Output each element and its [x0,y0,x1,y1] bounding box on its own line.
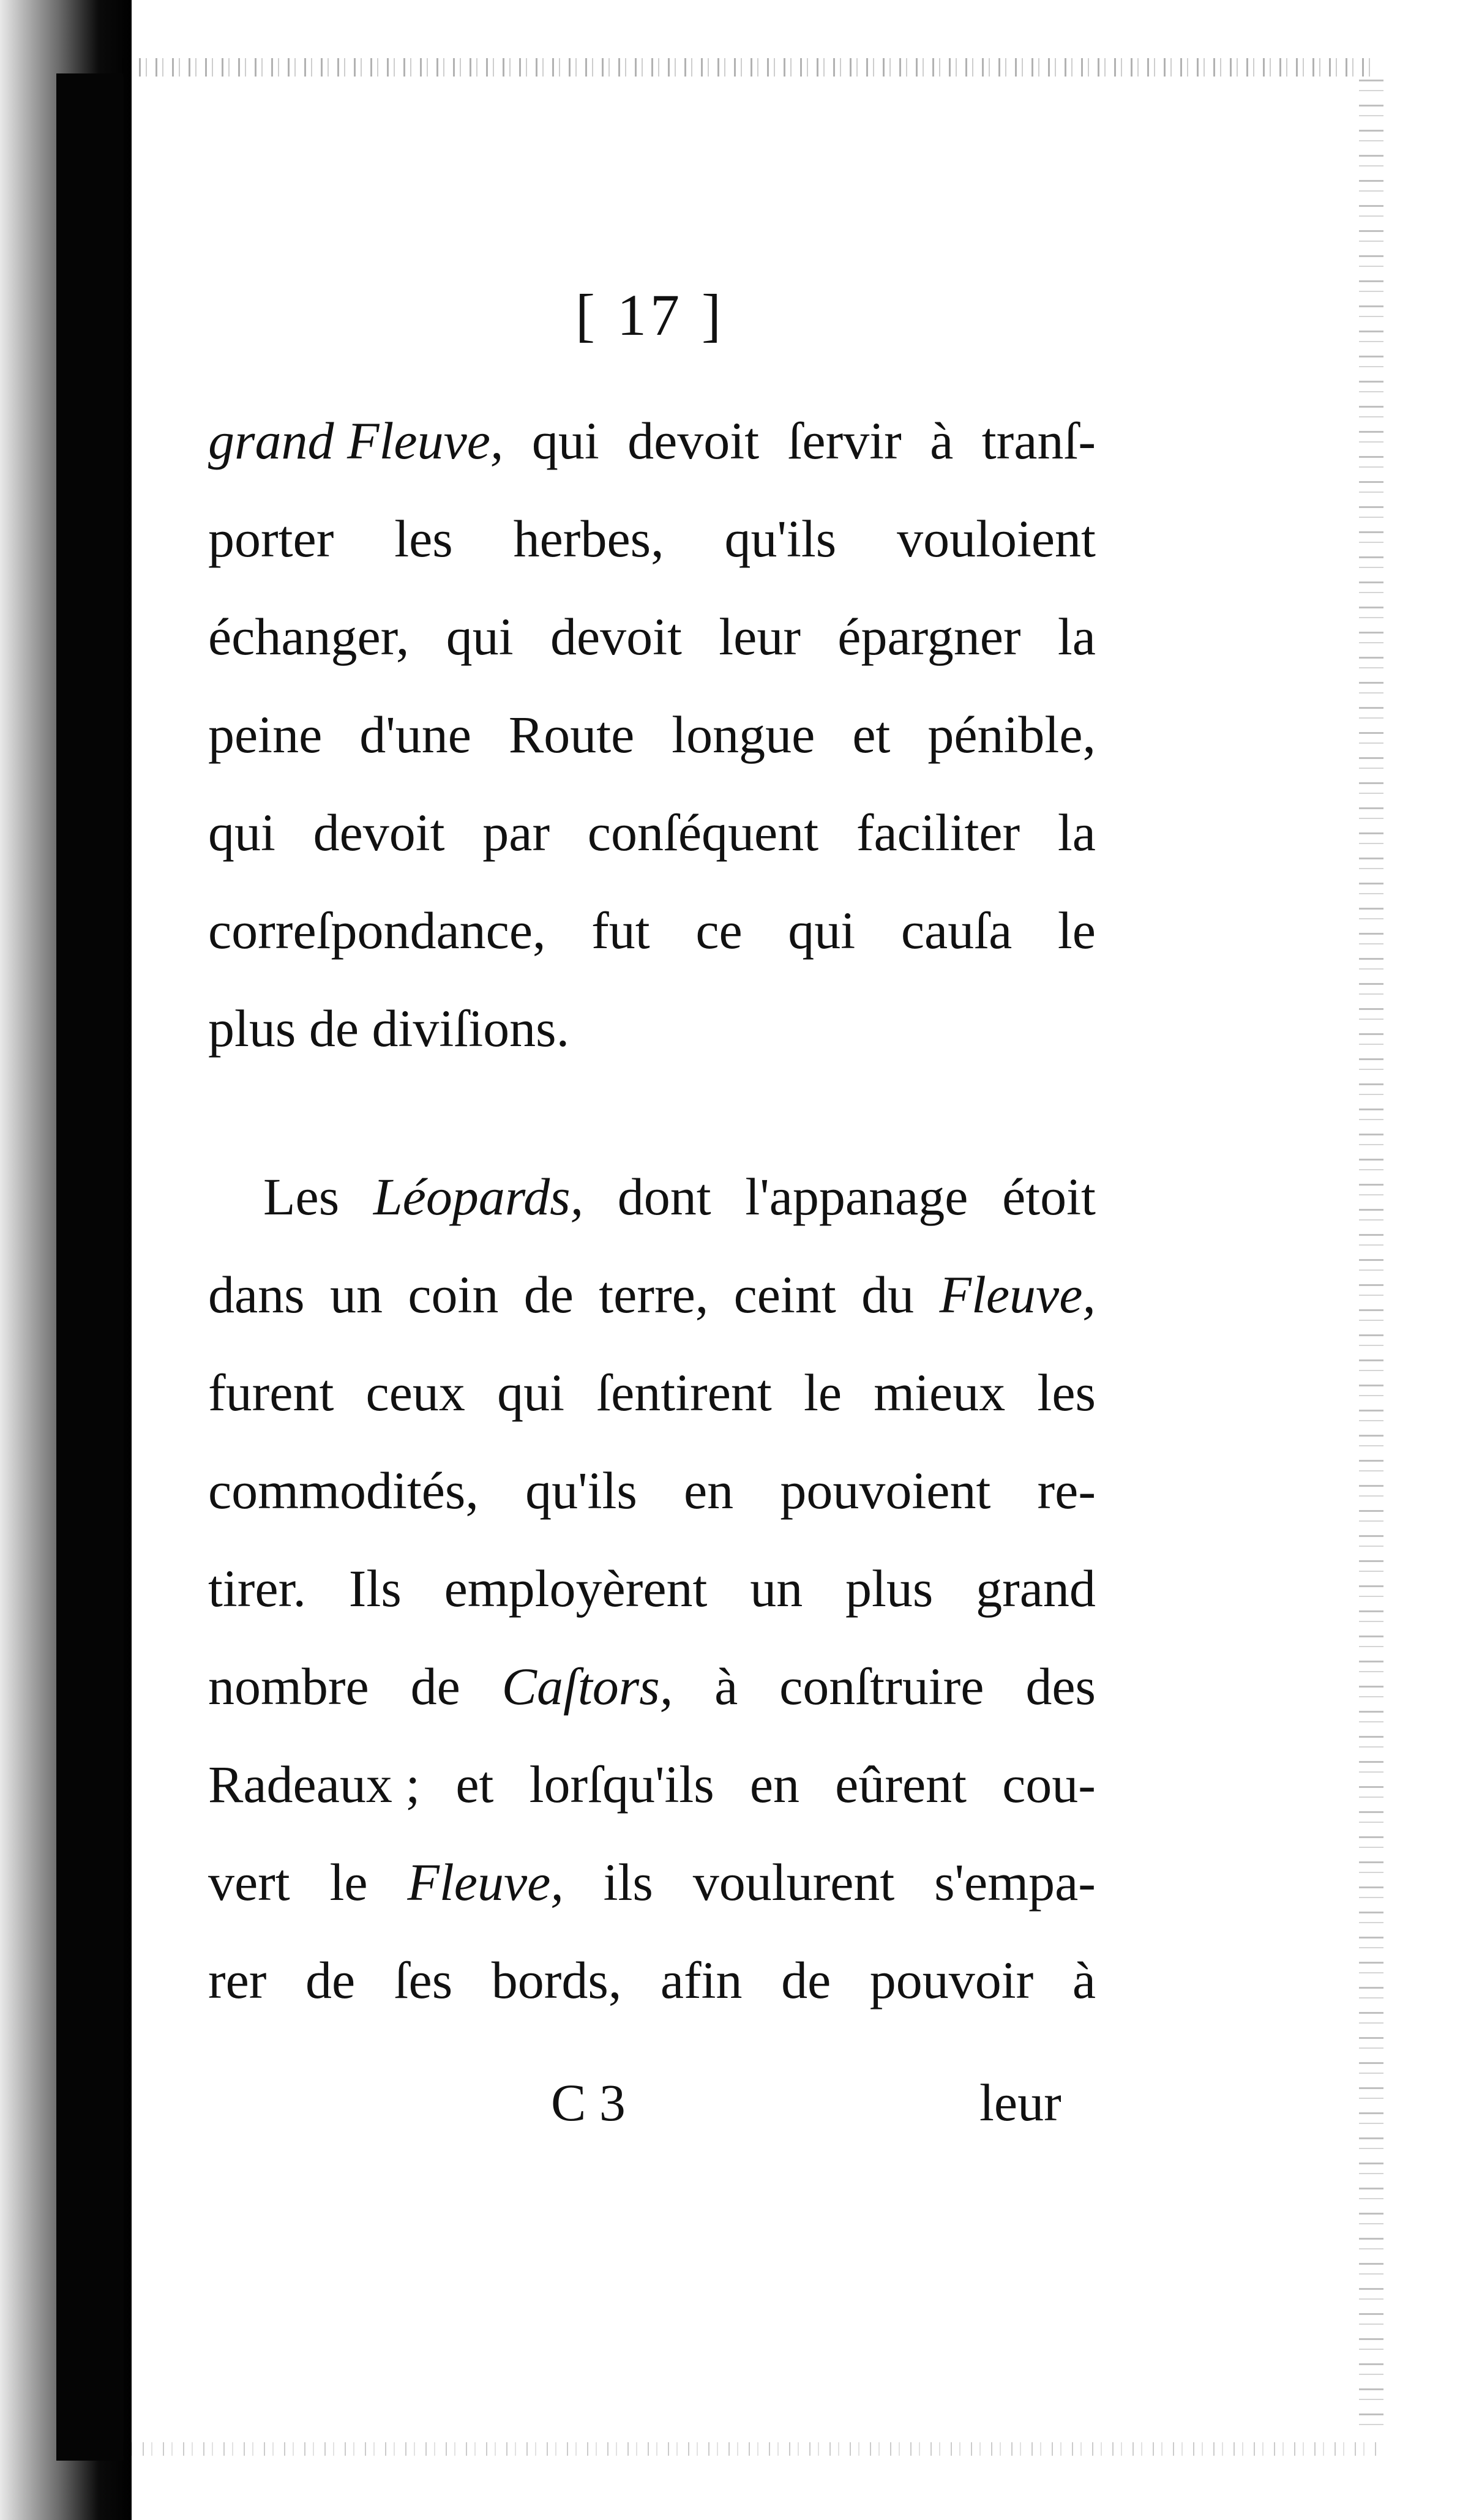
word: coin [408,1265,499,1324]
text-line [208,1931,1096,2029]
word: d'une [359,705,471,764]
word: Léopards, [373,1167,584,1226]
word: longue [672,705,815,764]
word: eûrent [835,1755,967,1814]
word: en [684,1461,734,1520]
text-line [208,1637,1096,1735]
word: un [750,1559,803,1618]
word: dans [208,1265,305,1324]
word: Caſtors, [501,1657,673,1716]
page-number: [ 17 ] [575,282,725,348]
word: ſentirent [596,1363,772,1422]
word: s'empa- [934,1853,1096,1912]
word: plus de diviſions. [208,999,570,1058]
word: les [394,509,453,568]
text-line [208,1539,1096,1637]
word: Ils [348,1559,402,1618]
word: le [329,1853,368,1912]
word: Fleuve, [407,1853,564,1912]
binding-edge [56,73,124,2461]
word: de [523,1265,574,1324]
text-line [208,392,1096,490]
word: en [749,1755,800,1814]
word: devoit [627,411,760,470]
word: tirer. [208,1559,306,1618]
word: vouloient [897,509,1096,568]
word: conſtruire [779,1657,984,1716]
paragraph [208,392,1096,1077]
word: Radeaux ; [208,1755,421,1814]
word: dont [617,1167,711,1226]
word: un [329,1265,383,1324]
word: lorſqu'ils [529,1755,714,1814]
word: commodités, [208,1461,479,1520]
word: de [781,1951,831,2010]
text-line [208,1441,1096,1539]
word: vert [208,1853,290,1912]
word: pouvoient [780,1461,991,1520]
paragraph [208,1148,1096,2029]
word: et [852,705,891,764]
word: à [930,411,954,470]
word: ſes [394,1951,453,2010]
text-line [208,588,1096,686]
word: re- [1037,1461,1096,1520]
word: ſervir [787,411,902,470]
word: ceint [733,1265,836,1324]
word: ceux [365,1363,465,1422]
text-line [208,881,1096,979]
text-line [208,1735,1096,1833]
word: terre, [599,1265,709,1324]
page-edge-top [122,58,1371,77]
word: la [1057,607,1096,666]
word: mieux [874,1363,1006,1422]
word: la [1057,803,1096,862]
signature-mark: C 3 [551,2073,626,2132]
word: qui [531,411,599,470]
word: à [714,1657,738,1716]
word: cauſa [900,901,1013,960]
word: le [803,1363,842,1422]
word: échanger, [208,607,410,666]
word: tranſ- [981,411,1096,470]
word: leur [719,607,801,666]
word: le [1057,901,1096,960]
word: cou- [1002,1755,1096,1814]
word: Route [508,705,635,764]
word: étoit [1002,1167,1096,1226]
word: devoit [550,607,682,666]
text-line [208,1246,1096,1344]
word: qui [208,803,275,862]
word: ce [695,901,743,960]
word: faciliter [856,803,1020,862]
word: l'appanage [745,1167,968,1226]
word: grand [976,1559,1096,1618]
text-line [208,1344,1096,1441]
word: correſpondance, [208,901,546,960]
word: épargner [837,607,1021,666]
text-line [208,686,1096,783]
word: plus [845,1559,934,1618]
page-edge-bottom [122,2442,1377,2456]
word: par [482,803,550,862]
text-line [208,979,1096,1077]
word: les [1037,1363,1096,1422]
word: du [861,1265,915,1324]
word: et [455,1755,494,1814]
word: bords, [491,1951,622,2010]
word: voulurent [692,1853,895,1912]
word: porter [208,509,334,568]
word: ils [603,1853,653,1912]
word: conſéquent [587,803,819,862]
word: qui [788,901,856,960]
word: peine [208,705,323,764]
word: devoit [313,803,445,862]
text-line [208,1148,1096,1246]
word: grand Fleuve, [208,411,504,470]
word: qui [446,607,514,666]
word: Fleuve, [939,1265,1096,1324]
word: furent [208,1363,334,1422]
catchword: leur [979,2073,1061,2132]
text-line [208,1833,1096,1931]
word: rer [208,1951,267,2010]
word: Les [263,1167,340,1226]
word: de [410,1657,460,1716]
word: pouvoir [869,1951,1034,2010]
word: afin [660,1951,743,2010]
word: de [305,1951,356,2010]
text-line [208,490,1096,588]
page-edge-right [1359,80,1383,2436]
word: pénible, [927,705,1096,764]
word: des [1025,1657,1096,1716]
word: employèrent [444,1559,708,1618]
word: herbes, [513,509,664,568]
word: fut [591,901,650,960]
word: qu'ils [724,509,837,568]
word: qui [497,1363,564,1422]
word: nombre [208,1657,369,1716]
text-line [208,783,1096,881]
word: à [1072,1951,1096,2010]
word: qu'ils [525,1461,637,1520]
